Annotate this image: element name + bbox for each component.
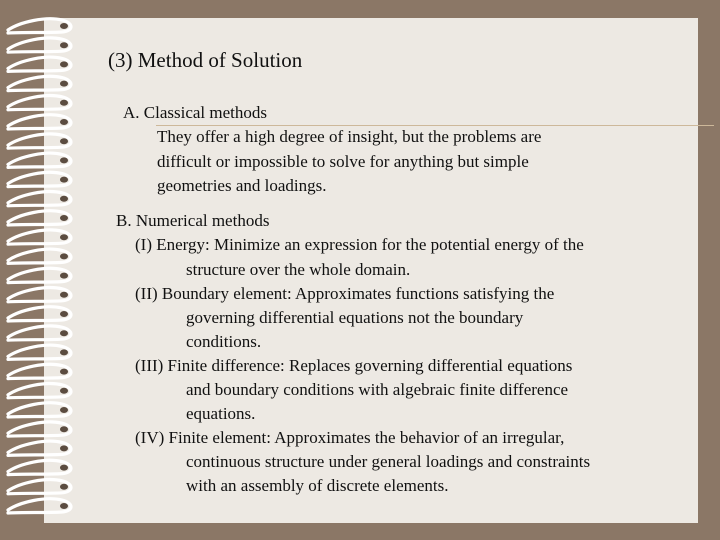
binding-hole-icon — [60, 138, 68, 144]
spiral-binding-icon — [0, 0, 90, 540]
section-a-heading: A. Classical methods — [123, 103, 268, 122]
binding-hole-icon — [60, 23, 68, 29]
method-boundary-element-cont: governing differential equations not the boundary — [186, 308, 524, 327]
section-a-line: difficult or impossible to solve for anything but simple — [157, 152, 529, 171]
method-energy-cont: structure over the whole domain. — [186, 260, 411, 279]
binding-hole-icon — [60, 349, 68, 355]
binding-hole-icon — [60, 369, 68, 375]
method-boundary-element: (II) Boundary element: Approximates functions satisfying the — [135, 284, 555, 303]
binding-hole-icon — [60, 407, 68, 413]
binding-hole-icon — [60, 42, 68, 48]
binding-hole-icon — [60, 484, 68, 490]
binding-hole-icon — [60, 503, 68, 509]
binding-hole-icon — [60, 100, 68, 106]
method-finite-element-cont: continuous structure under general loadings and constraints — [186, 452, 591, 471]
slide-title: (3) Method of Solution — [108, 48, 303, 72]
binding-hole-icon — [60, 311, 68, 317]
binding-hole-icon — [60, 234, 68, 240]
section-a-line: They offer a high degree of insight, but the problems are — [157, 127, 542, 146]
binding-hole-icon — [60, 157, 68, 163]
binding-hole-icon — [60, 119, 68, 125]
method-finite-difference-cont: equations. — [186, 404, 256, 423]
binding-hole-icon — [60, 81, 68, 87]
binding-hole-icon — [60, 273, 68, 279]
binding-hole-icon — [60, 196, 68, 202]
binding-hole-icon — [60, 177, 68, 183]
method-finite-difference-cont: and boundary conditions with algebraic finite difference — [186, 380, 569, 399]
section-a-line: geometries and loadings. — [157, 176, 327, 195]
binding-hole-icon — [60, 215, 68, 221]
method-finite-element: (IV) Finite element: Approximates the behavior of an irregular, — [135, 428, 565, 447]
divider-line — [156, 125, 714, 126]
binding-hole-icon — [60, 292, 68, 298]
method-energy: (I) Energy: Minimize an expression for the potential energy of the — [135, 235, 584, 254]
method-finite-element-cont: with an assembly of discrete elements. — [186, 476, 449, 495]
binding-hole-icon — [60, 426, 68, 432]
method-finite-difference: (III) Finite difference: Replaces governing differential equations — [135, 356, 573, 375]
binding-hole-icon — [60, 61, 68, 67]
binding-hole-icon — [60, 388, 68, 394]
binding-hole-icon — [60, 445, 68, 451]
method-boundary-element-cont: conditions. — [186, 332, 262, 351]
binding-hole-icon — [60, 465, 68, 471]
binding-hole-icon — [60, 253, 68, 259]
section-b-heading: B. Numerical methods — [116, 211, 270, 230]
binding-hole-icon — [60, 330, 68, 336]
